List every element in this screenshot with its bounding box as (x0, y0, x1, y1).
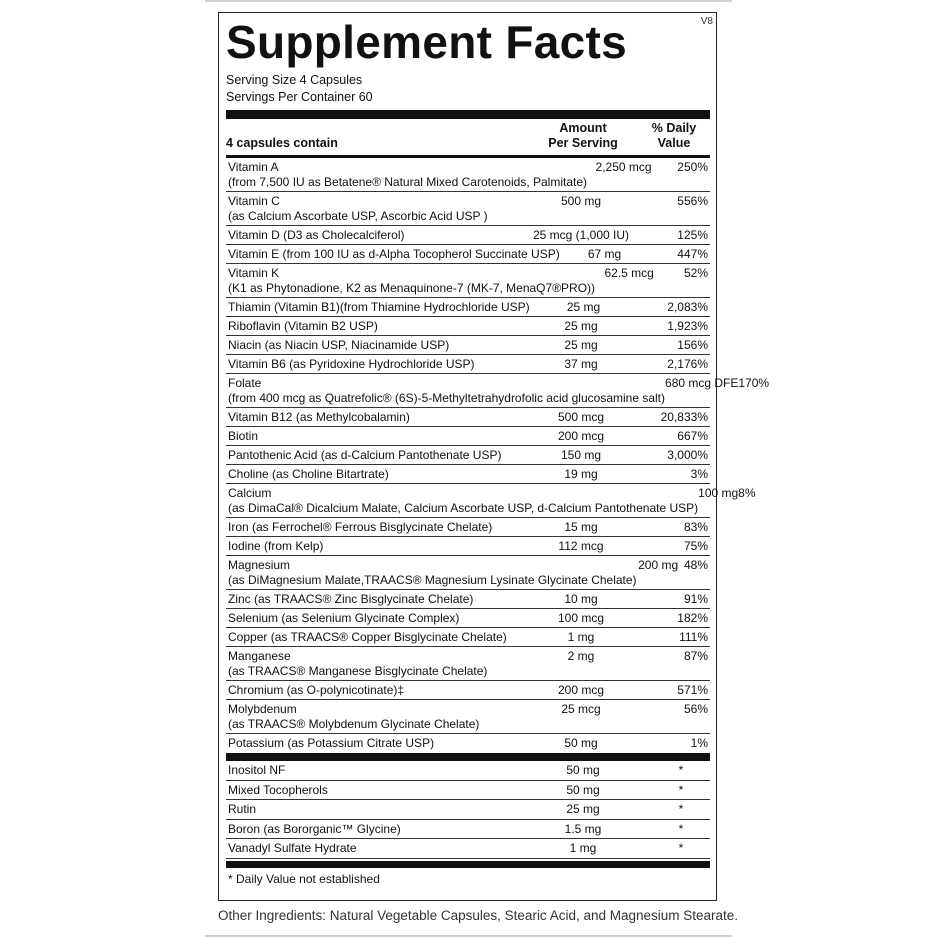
nutrient-row (226, 317, 710, 336)
nutrient-name: Vitamin B12 (as Methylcobalamin) (228, 410, 410, 424)
nutrient-amount: 10 mg (564, 592, 598, 606)
other-ingredient-list (226, 761, 710, 859)
nutrient-name-cell (228, 319, 526, 333)
nutrient-name-cell (228, 558, 637, 587)
nutrient-amount: 150 mg (560, 448, 602, 462)
other-name: Boron (as Bororganic™ Glycine) (228, 821, 401, 836)
nutrient-source: (as TRAACS® Molybdenum Glycinate Chelate) (228, 717, 480, 731)
nutrient-daily-value: 75% (683, 539, 708, 553)
nutrient-source: (as DimaCal® Dicalcium Malate, Calcium Ascorbate USP, d-Calcium Pantothenate USP) (228, 501, 699, 515)
nutrient-amount: 62.5 mcg (604, 266, 654, 280)
nutrient-row (226, 556, 710, 590)
nutrient-amount: 25 mcg (561, 702, 601, 716)
other-amount: 25 mg (566, 802, 600, 816)
nutrient-row (226, 609, 710, 628)
nutrient-row (226, 336, 710, 355)
nutrient-name: Choline (as Choline Bitartrate) (228, 467, 389, 481)
nutrient-daily-value: 3,000% (667, 448, 708, 462)
nutrient-daily-value: 111% (679, 630, 708, 644)
nutrient-amount: 500 mg (560, 194, 602, 208)
footnote: * Daily Value not established (228, 871, 380, 886)
nutrient-daily-value: 83% (683, 520, 708, 534)
nutrient-amount: 680 mcg DFE (665, 376, 739, 390)
nutrient-daily-value: 52% (683, 266, 708, 280)
nutrient-amount: 200 mcg (557, 683, 605, 697)
nutrient-name-cell (228, 410, 526, 424)
other-daily-value: * (678, 763, 684, 777)
other-amount: 1 mg (569, 841, 597, 855)
nutrient-row (226, 446, 710, 465)
nutrient-daily-value: 125% (677, 228, 708, 242)
nutrient-amount: 100 mcg (557, 611, 605, 625)
nutrient-daily-value: 250% (677, 160, 708, 174)
nutrient-daily-value: 1,923% (667, 319, 708, 333)
nutrient-daily-value: 156% (677, 338, 708, 352)
other-row (226, 820, 710, 840)
nutrient-amount: 50 mg (564, 736, 598, 750)
nutrient-name-cell (228, 338, 526, 352)
nutrient-row (226, 374, 770, 408)
nutrient-daily-value: 170% (738, 376, 770, 390)
header-amount (528, 121, 638, 151)
nutrient-name: Iron (as Ferrochel® Ferrous Bisglycinate Chelate) (228, 520, 493, 534)
other-row (226, 800, 710, 820)
nutrient-name: Vitamin C (228, 194, 280, 208)
nutrient-amount: 67 mg (587, 247, 622, 261)
other-daily-value: * (678, 821, 684, 836)
header-contain: 4 capsules contain (226, 136, 338, 150)
nutrient-name: Calcium (228, 486, 272, 500)
nutrient-name: Vitamin A (228, 160, 279, 174)
nutrient-name: Molybdenum (228, 702, 297, 716)
other-name: Vanadyl Sulfate Hydrate (228, 841, 357, 855)
nutrient-daily-value: 48% (683, 558, 708, 572)
nutrient-name: Vitamin D (D3 as Cholecalciferol) (228, 228, 405, 242)
nutrient-name: Iodine (from Kelp) (228, 539, 324, 553)
nutrient-row (226, 245, 710, 264)
nutrient-amount: 25 mg (564, 338, 598, 352)
nutrient-name: Folate (228, 376, 262, 390)
nutrient-row (226, 226, 710, 245)
other-row (226, 761, 710, 781)
nutrient-row (226, 264, 710, 298)
nutrient-name: Magnesium (228, 558, 291, 572)
nutrient-row (226, 700, 710, 734)
nutrient-row (226, 158, 710, 192)
nutrient-daily-value: 667% (677, 429, 708, 443)
nutrient-name-cell (228, 683, 526, 697)
nutrient-daily-value: 56% (683, 702, 708, 716)
nutrient-row (226, 465, 710, 484)
nutrient-amount: 200 mg (638, 558, 679, 572)
nutrient-row (226, 192, 710, 226)
nutrient-row (226, 590, 710, 609)
other-amount: 50 mg (566, 763, 600, 777)
header-dv-line2: Value (657, 136, 691, 150)
nutrient-row (226, 484, 756, 518)
nutrient-row (226, 628, 710, 647)
nutrient-name-cell (228, 228, 526, 242)
nutrient-amount: 1 mg (567, 630, 595, 644)
table-header (226, 119, 710, 155)
nutrient-daily-value: 20,833% (660, 410, 708, 424)
nutrient-name: Pantothenic Acid (as d-Calcium Pantothenate USP) (228, 448, 502, 462)
nutrient-name: Biotin (228, 429, 259, 443)
other-row (226, 839, 710, 859)
nutrient-daily-value: 91% (683, 592, 708, 606)
nutrient-source: (from 7,500 IU as Betatene® Natural Mixed Carotenoids, Palmitate) (228, 175, 588, 189)
nutrient-name-cell (228, 429, 526, 443)
nutrient-name-cell (228, 736, 526, 751)
thick-divider (226, 110, 710, 119)
nutrient-row (226, 681, 710, 700)
nutrient-daily-value: 1% (690, 736, 708, 750)
other-daily-value: * (678, 802, 684, 816)
other-name: Inositol NF (228, 763, 286, 777)
header-amount-line2: Per Serving (548, 136, 618, 150)
nutrient-name-cell (228, 539, 526, 553)
nutrient-name: Vitamin K (228, 266, 280, 280)
nutrient-name-cell (228, 376, 665, 405)
nutrient-name-cell (228, 611, 526, 625)
other-row (226, 781, 710, 801)
nutrient-daily-value: 2,083% (667, 300, 708, 314)
nutrient-list (226, 158, 770, 753)
nutrient-amount: 15 mg (564, 520, 598, 534)
nutrient-amount: 25 mcg (1,000 IU) (532, 228, 630, 242)
other-daily-value: * (678, 841, 684, 855)
other-name: Rutin (228, 802, 257, 816)
nutrient-name: Manganese (228, 649, 291, 663)
nutrient-row (226, 734, 710, 753)
nutrient-amount: 112 mcg (558, 539, 604, 553)
nutrient-daily-value: 571% (677, 683, 708, 697)
nutrient-daily-value: 87% (683, 649, 708, 663)
nutrient-amount: 25 mg (566, 300, 601, 314)
nutrient-name: Potassium (as Potassium Citrate USP) (228, 736, 435, 750)
nutrient-amount: 25 mg (564, 319, 598, 333)
nutrient-name-cell (228, 520, 526, 534)
nutrient-source: (from 400 mcg as Quatrefolic® (6S)-5-Methyltetrahydrofolic acid glucosamine salt) (228, 391, 666, 405)
nutrient-amount: 200 mcg (557, 429, 605, 443)
other-amount: 50 mg (566, 782, 600, 797)
nutrient-row (226, 518, 710, 537)
nutrient-name: Selenium (as Selenium Glycinate Complex) (228, 611, 460, 625)
nutrient-amount: 19 mg (564, 467, 598, 481)
nutrient-source: (as DiMagnesium Malate,TRAACS® Magnesium Lysinate Glycinate Chelate) (228, 573, 637, 587)
other-name: Mixed Tocopherols (228, 782, 328, 797)
nutrient-row (226, 537, 710, 556)
servings-per-container: Servings Per Container 60 (226, 90, 373, 104)
nutrient-amount: 500 mcg (557, 410, 605, 424)
nutrient-row (226, 298, 710, 317)
nutrient-daily-value: 3% (690, 467, 708, 481)
nutrient-source: (as Calcium Ascorbate USP, Ascorbic Acid USP ) (228, 209, 488, 223)
serving-size: Serving Size 4 Capsules (226, 73, 363, 87)
nutrient-name-cell (228, 702, 526, 731)
nutrient-name-cell (228, 649, 526, 678)
panel-title: Supplement Facts (226, 16, 627, 68)
thick-divider-2 (226, 753, 710, 761)
nutrient-name-cell (228, 194, 526, 223)
nutrient-row (226, 647, 710, 681)
other-daily-value: * (678, 782, 684, 797)
nutrient-name-cell (228, 486, 698, 515)
nutrient-amount: 37 mg (564, 357, 598, 371)
other-amount: 1.5 mg (564, 821, 602, 836)
header-dv (638, 121, 710, 151)
nutrient-name: Riboflavin (Vitamin B2 USP) (228, 319, 378, 333)
nutrient-name-cell (228, 357, 526, 371)
nutrient-name: Chromium (as O-polynicotinate)‡ (228, 683, 405, 697)
nutrient-name-cell (228, 448, 526, 462)
nutrient-name: Vitamin B6 (as Pyridoxine Hydrochloride USP) (228, 357, 475, 371)
version-code: V8 (700, 16, 713, 27)
header-amount-line1: Amount (559, 121, 607, 135)
nutrient-source: (K1 as Phytonadione, K2 as Menaquinone-7 (MK-7, MenaQ7®PRO)) (228, 281, 596, 295)
nutrient-name-cell (228, 266, 595, 295)
top-rule (205, 0, 732, 2)
nutrient-name-cell (228, 592, 526, 606)
nutrient-daily-value: 2,176% (667, 357, 708, 371)
nutrient-name: Vitamin E (from 100 IU as d-Alpha Tocopherol Succinate USP) (228, 247, 560, 261)
nutrient-name-cell (228, 300, 530, 314)
nutrient-amount: 100 mg (698, 486, 739, 500)
nutrient-amount: 2 mg (567, 649, 595, 663)
supplement-facts-panel (218, 12, 770, 901)
nutrient-name: Copper (as TRAACS® Copper Bisglycinate Chelate) (228, 630, 507, 644)
nutrient-name: Zinc (as TRAACS® Zinc Bisglycinate Chelate) (228, 592, 474, 606)
nutrient-source: (as TRAACS® Manganese Bisglycinate Chelate) (228, 664, 488, 678)
nutrient-name-cell (228, 630, 526, 644)
nutrient-daily-value: 556% (677, 194, 708, 208)
nutrient-name: Niacin (as Niacin USP, Niacinamide USP) (228, 338, 450, 352)
nutrient-name-cell (228, 467, 526, 481)
nutrient-row (226, 355, 710, 374)
nutrient-daily-value: 8% (738, 486, 756, 500)
nutrient-row (226, 427, 710, 446)
nutrient-name-cell (228, 160, 587, 189)
nutrient-row (226, 408, 710, 427)
nutrient-daily-value: 182% (677, 611, 708, 625)
other-ingredients: Other Ingredients: Natural Vegetable Capsules, Stearic Acid, and Magnesium Stearate. (218, 908, 739, 923)
nutrient-name-cell (228, 247, 560, 261)
header-dv-line1: % Daily (651, 121, 697, 135)
nutrient-daily-value: 447% (677, 247, 708, 261)
nutrient-name: Thiamin (Vitamin B1)(from Thiamine Hydrochloride USP) (228, 300, 530, 314)
thick-divider-3 (226, 861, 710, 868)
nutrient-amount: 2,250 mcg (595, 160, 652, 174)
